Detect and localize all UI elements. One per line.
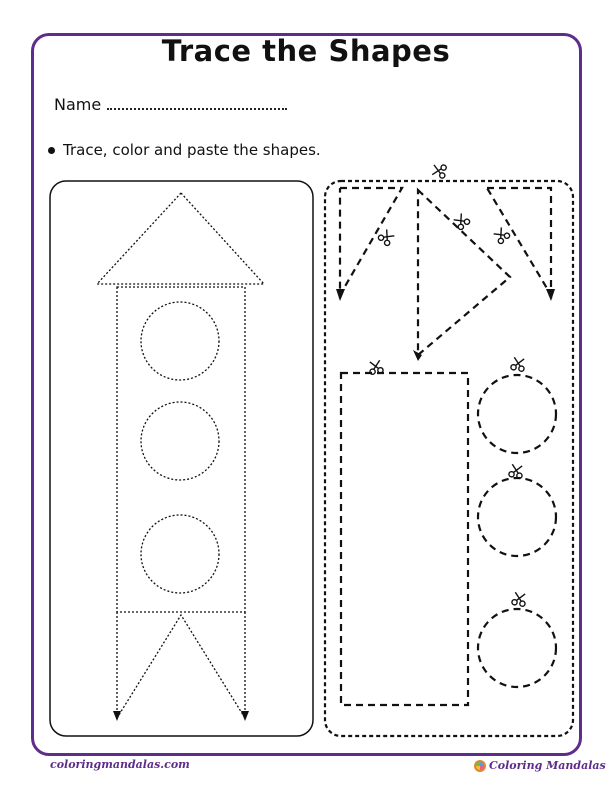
scissors-icon [452,212,470,230]
rocket-nose-triangle[interactable] [97,193,264,284]
rocket-body-rect[interactable] [117,287,245,612]
scissors-icon [511,357,526,372]
cutout-arrows [336,289,555,361]
cutout-triangle-left[interactable] [340,188,402,295]
page-title: Trace the Shapes [161,34,451,68]
cutout-triangle-center[interactable] [418,190,510,355]
footer-brand-text: Coloring Mandalas [489,759,606,772]
cutout-rectangle[interactable] [341,373,468,705]
scissors-icon [432,163,447,178]
scissors-icon [512,592,527,607]
footer-brand [474,759,606,772]
scissors-icon [509,464,524,479]
cutout-circle-middle[interactable] [478,478,556,556]
scissors-icon [377,228,395,246]
left-panel [50,181,313,736]
cutout-circle-top[interactable] [478,375,556,453]
rocket-tail-v[interactable] [117,615,245,718]
rocket-window-middle[interactable] [141,402,219,480]
footer-website[interactable]: coloringmandalas.com [50,758,190,771]
rocket-window-top[interactable] [141,302,219,380]
logo-icon [474,760,486,772]
name-label: Name [54,95,102,114]
instruction-text: Trace, color and paste the shapes. [63,141,321,159]
scissors-icon [492,226,510,244]
cutout-panel [325,181,573,736]
cutout-shapes [340,188,556,705]
cutout-triangle-right[interactable] [487,188,551,295]
rocket-window-bottom[interactable] [141,515,219,593]
scissors-icon [368,360,383,375]
rocket-tail-arrows [113,711,249,721]
cutout-circle-bottom[interactable] [478,609,556,687]
rocket-outline [97,193,264,718]
